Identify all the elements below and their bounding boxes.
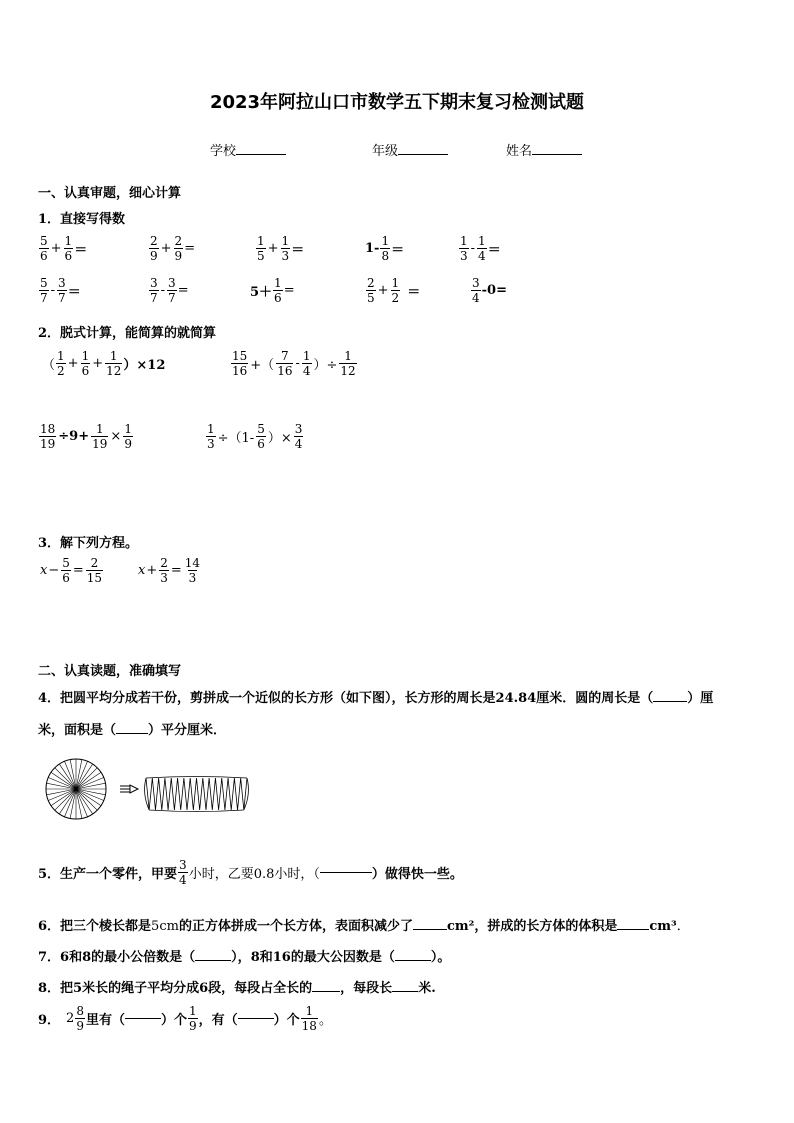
- q5-line: 5．生产一个零件，甲要 $\frac{3}{4}$ 小时，乙要0.8小时，（ ）做得快一些。: [38, 858, 463, 887]
- q3-eq-2: x + $\frac{2}{3}$ = $\frac{14}{3}$: [138, 556, 201, 585]
- circle-divided-icon: [46, 759, 106, 819]
- q2-expr-2: $\frac{15}{16}$ +（ $\frac{7}{16}$ - $\frac{1}{4}$ ）÷ $\frac{1}{12}$: [232, 349, 356, 378]
- name-field[interactable]: [506, 140, 582, 159]
- q4-blank-2[interactable]: [116, 733, 148, 734]
- grade-field[interactable]: [372, 140, 448, 159]
- grade-blank[interactable]: [398, 154, 448, 155]
- arrow-right-icon: [120, 785, 138, 793]
- q1-item-5: $\frac{1}{3}$ - $\frac{1}{4}$ ＝: [460, 234, 501, 263]
- q3-label: 3．解下列方程。: [38, 536, 139, 551]
- q1-item-7: $\frac{3}{7}$ - $\frac{3}{7}$ =: [150, 276, 189, 305]
- rearranged-rectangle-icon: [145, 777, 249, 812]
- q1-item-9: $\frac{2}{5}$ + $\frac{1}{2}$ ＝: [367, 276, 421, 305]
- q9-line: 9． 2 $\frac{8}{9}$ 里有（ ）个 $\frac{1}{9}$ ，有（ ）个 $\frac{1}{18}$ 。: [38, 1004, 332, 1033]
- q8-blank-2[interactable]: [392, 991, 418, 992]
- q4-line-1: 4．把圆平均分成若干份，剪拼成一个近似的长方形（如下图），长方形的周长是24.84厘米．圆的周长是（ ）厘: [38, 691, 714, 706]
- q4-figure: [42, 752, 252, 832]
- school-field[interactable]: [210, 140, 286, 159]
- q7-line: 7．6和8的最小公倍数是（ ），8和16的最大公因数是（ ）。: [38, 950, 451, 965]
- q9-blank-2[interactable]: [238, 1018, 274, 1019]
- q1-item-4: 1- $\frac{1}{8}$ ＝: [365, 234, 405, 263]
- q2-expr-4: $\frac{1}{3}$ ÷（1- $\frac{5}{6}$ ）× $\frac{3}{4}$: [207, 422, 303, 451]
- section-1-heading: 一、认真审题，细心计算: [38, 186, 182, 201]
- q5-blank[interactable]: [320, 872, 372, 873]
- q6-blank-1[interactable]: [413, 929, 447, 930]
- q1-label: 1．直接写得数: [38, 212, 126, 227]
- name-blank[interactable]: [532, 154, 582, 155]
- name-label: 姓名: [506, 144, 533, 159]
- q9-blank-1[interactable]: [125, 1018, 161, 1019]
- q8-blank-1[interactable]: [312, 991, 340, 992]
- grade-label: 年级: [372, 144, 399, 159]
- q6-line: 6．把三个棱长都是5cm的正方体拼成一个长方体，表面积减少了 cm²，拼成的长方体的体积是 cm³．: [38, 919, 690, 934]
- q8-line: 8．把5米长的绳子平均分成6段，每段占全长的 ，每段长 米.: [38, 981, 436, 996]
- q7-blank-1[interactable]: [195, 960, 231, 961]
- q1-item-3: $\frac{1}{5}$ + $\frac{1}{3}$ ＝: [257, 234, 305, 263]
- school-blank[interactable]: [236, 154, 286, 155]
- q2-expr-1: （ $\frac{1}{2}$ + $\frac{1}{6}$ + $\frac{1}{12}$ ）×12: [42, 349, 166, 378]
- q2-label: 2．脱式计算，能简算的就简算: [38, 326, 217, 341]
- q6-blank-2[interactable]: [617, 929, 649, 930]
- q2-expr-3: $\frac{18}{19}$ ÷9+ $\frac{1}{19}$ × $\frac{1}{9}$: [40, 422, 132, 451]
- q4-line-2: 米，面积是（ ）平分厘米．: [38, 723, 227, 738]
- q3-eq-1: x − $\frac{5}{6}$ = $\frac{2}{15}$: [40, 556, 103, 585]
- q1-item-8: 5＋ $\frac{1}{6}$ =: [250, 276, 295, 305]
- q4-blank-1[interactable]: [653, 701, 687, 702]
- q1-item-10: $\frac{3}{4}$ -0=: [472, 276, 507, 305]
- section-2-heading: 二、认真读题，准确填写: [38, 664, 182, 679]
- page-title: 2023年阿拉山口市数学五下期末复习检测试题: [209, 92, 585, 113]
- school-label: 学校: [210, 144, 237, 159]
- q7-blank-2[interactable]: [395, 960, 431, 961]
- q1-item-2: $\frac{2}{9}$ + $\frac{2}{9}$ =: [150, 234, 196, 263]
- q1-item-1: $\frac{5}{6}$ + $\frac{1}{6}$ ＝: [40, 234, 88, 263]
- q1-item-6: $\frac{5}{7}$ - $\frac{3}{7}$ ＝: [40, 276, 81, 305]
